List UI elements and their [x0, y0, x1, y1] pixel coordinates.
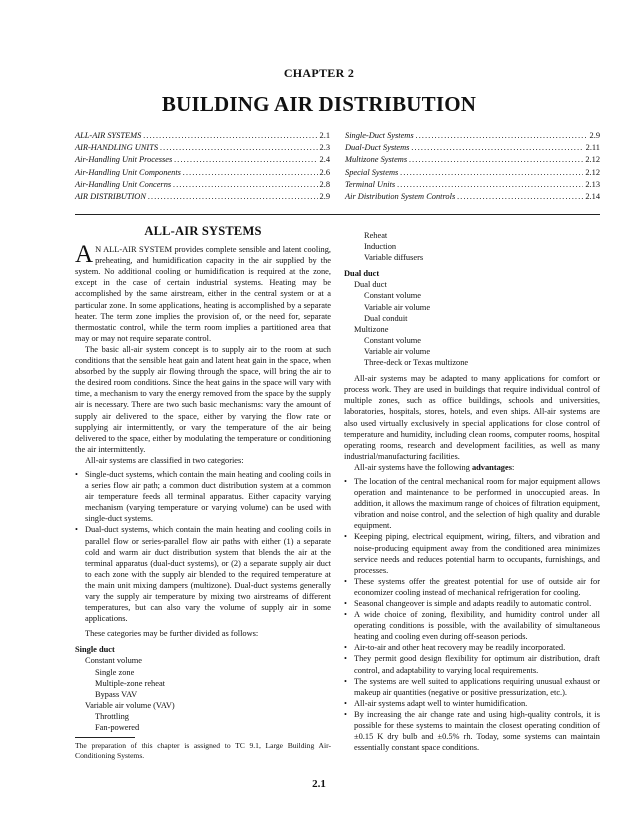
toc-entry [345, 191, 600, 203]
toc-column-right [345, 130, 600, 203]
toc-entry-title: Dual-Duct Systems [345, 143, 410, 153]
list-item: Single zone [95, 667, 135, 677]
list-item: Dual conduit [364, 313, 408, 323]
toc-leader-dots [148, 191, 318, 203]
list-item: Variable diffusers [364, 253, 424, 263]
list-item: • Single-duct systems, which contain the main heating and cooling coils in a series flow air path; a common duct distribution system at a common air temperature feeds all terminal apparatus. Either capacity varying mechanism (varying temperature or varying volume) can be used with single-duct systems. [75, 469, 331, 524]
toc-entry [75, 191, 330, 203]
single-duct-heading: Single duct [75, 645, 115, 655]
toc-entry-title: Air Distribution System Controls [345, 192, 456, 202]
toc-leader-dots [173, 179, 317, 191]
section-heading: ALL-AIR SYSTEMS [144, 224, 262, 238]
dual-duct-heading: Dual duct [344, 269, 380, 279]
advantages-intro [344, 462, 600, 473]
toc-entry-title: Terminal Units [345, 179, 396, 189]
toc-entry [345, 142, 600, 154]
toc-entry-page: 2.3 [319, 143, 330, 153]
toc-entry-page: 2.9 [589, 131, 600, 140]
toc-entry [345, 130, 600, 142]
toc-entry-page: 2.8 [319, 179, 330, 189]
text-column-right [344, 230, 600, 757]
paragraph: All-air systems are classified in two categories: [85, 455, 244, 465]
toc-entry-title: Air-Handling Unit Components [75, 167, 181, 177]
chapter-label: CHAPTER 2 [283, 66, 355, 80]
list-item: • The systems are well suited to applications requiring unusual exhaust or makeup air quantities (negative or positive pressurization, etc.). [344, 676, 600, 698]
advantages-intro-suffix: : [511, 462, 515, 472]
toc-leader-dots [397, 179, 583, 191]
list-item: Constant volume [364, 335, 421, 345]
list-item: Reheat [364, 231, 388, 240]
toc-entry [75, 130, 330, 142]
list-item: • Seasonal changeover is simple and adapts readily to automatic control. [344, 598, 600, 609]
toc-entry-page: 2.12 [585, 155, 600, 165]
list-item: • Dual-duct systems, which contain the main heating and cooling coils in parallel flow or series-parallel flow air paths with either (1) a separate cold and warm air duct distribution system that blends the air at the terminal apparatus (dual-duct systems), or (2) a separate supply air duct to each zone with the supply air blended to the required temperature at the main unit mixing dampers (multizone). Dual-duct systems generally vary the supply air temperature by mixing two airstreams of different temperatures, but can also vary the volume of supply air in some applications. [75, 524, 331, 624]
list-item: Variable air volume (VAV) [85, 700, 175, 710]
toc-entry-title: Air-Handling Unit Processes [75, 155, 173, 165]
advantages-list [344, 476, 600, 753]
paragraph: The basic all-air system concept is to supply air to the room at such conditions that the sensible heat gain and latent heat gain in the space, when absorbed by the supply air flowing through the space, will bring the air to the desired room conditions. Since the heat gains in the space will vary with time, a mechanism to vary the energy removed from the space by the supply air is necessary. There are two such basic mechanisms: vary the amount of supply air delivered to the space, either by varying the flow rate or supplying air intermittently, or vary the temperature of the air being delivered to the space, either by modulating the temperature or conditioning the air intermittently. [75, 344, 331, 454]
list-item: • They permit good design flexibility for optimum air distribution, draft control, and adaptability to varying local requirements. [344, 653, 600, 675]
toc-entry-page: 2.12 [585, 167, 600, 177]
toc-entry-page: 2.14 [585, 192, 600, 202]
toc-leader-dots [160, 142, 317, 154]
advantages-keyword: advantages [471, 462, 512, 472]
toc-entry-title: Air-Handling Unit Concerns [75, 179, 172, 189]
toc-entry-title: Special Systems [345, 167, 399, 177]
footnote-divider [75, 737, 135, 738]
toc-entry-title: ALL-AIR SYSTEMS [75, 131, 142, 140]
list-item: Constant volume [364, 291, 421, 301]
toc-entry [345, 167, 600, 179]
toc-leader-dots [183, 167, 318, 179]
toc-leader-dots [411, 142, 583, 154]
toc-entry-page: 2.4 [319, 155, 330, 165]
toc-entry [75, 154, 330, 166]
list-item: Constant volume [85, 656, 142, 666]
toc-leader-dots [416, 130, 588, 142]
list-item: • Air-to-air and other heat recovery may be readily incorporated. [344, 642, 600, 653]
list-item: • By increasing the air change rate and using high-quality controls, it is possible for these systems to maintain the closest operating condition of ±0.15 K dry bulb and ±0.5% rh. Today, some systems can maintain essentially constant space conditions. [344, 709, 600, 753]
list-item: • All-air systems adapt well to winter humidification. [344, 698, 600, 709]
toc-entry-title: AIR DISTRIBUTION [75, 192, 146, 202]
toc-entry [345, 179, 600, 191]
chapter-title: BUILDING AIR DISTRIBUTION [161, 92, 477, 116]
list-item: Multizone [354, 324, 389, 334]
toc-entry [75, 142, 330, 154]
toc-leader-dots [400, 167, 583, 179]
text-column-left [75, 226, 331, 761]
toc-entry [75, 179, 330, 191]
toc-leader-dots [409, 154, 583, 166]
drop-cap: A [75, 241, 94, 269]
toc-entry-page: 2.11 [585, 143, 600, 153]
footnote: The preparation of this chapter is assigned to TC 9.1, Large Building Air-Conditioning Systems. [75, 741, 331, 761]
list-item: Variable air volume [364, 346, 431, 356]
single-duct-list [75, 655, 331, 733]
list-item: Throttling [95, 711, 129, 721]
list-item: • These systems offer the greatest potential for use of outside air for economizer cooling instead of mechanical refrigeration for cooling. [344, 576, 600, 598]
list-item: Bypass VAV [95, 689, 138, 699]
list-item: Induction [364, 242, 397, 252]
toc-entry-title: AIR-HANDLING UNITS [75, 143, 159, 153]
toc-leader-dots [143, 130, 317, 142]
list-item: Multiple-zone reheat [95, 678, 165, 688]
toc-entry-page: 2.1 [319, 131, 330, 140]
continued-list [344, 230, 600, 263]
paragraph: These categories may be further divided as follows: [85, 629, 259, 639]
table-of-contents [75, 130, 600, 203]
category-bullet-list [75, 469, 331, 624]
list-item: Variable air volume [364, 302, 431, 312]
list-item: Dual duct [354, 280, 387, 290]
dual-duct-list [344, 279, 600, 368]
toc-entry-page: 2.9 [319, 192, 330, 202]
toc-entry [75, 167, 330, 179]
toc-leader-dots [457, 191, 583, 203]
advantages-intro-text: All-air systems have the following [354, 462, 472, 472]
page-number: 2.1 [312, 778, 326, 790]
toc-column-left [75, 130, 330, 203]
list-item: Three-deck or Texas multizone [364, 358, 469, 368]
intro-smallcaps: N ALL-AIR SYSTEM [95, 245, 173, 255]
toc-entry-page: 2.6 [319, 167, 330, 177]
header-divider [75, 214, 600, 215]
paragraph: All-air systems may be adapted to many applications for comfort or process work. They are used in buildings that require individual control of multiple zones, such as office buildings, schools and universities, laboratories, hospitals, stores, hotels, and even ships. All-air systems are also used virtually exclusively in special applications for close control of temperature and humidity, including clean rooms, computer rooms, hospital operating rooms, research and development facilities, as well as many industrial/manufacturing facilities. [344, 374, 600, 461]
toc-entry-page: 2.13 [585, 179, 600, 189]
toc-entry-title: Single-Duct Systems [345, 131, 414, 140]
list-item: • A wide choice of zoning, flexibility, and humidity control under all operating conditions is possible, with the availability of simultaneous heating and cooling even during off-season periods. [344, 609, 600, 642]
list-item: • Keeping piping, electrical equipment, wiring, filters, and vibration and noise-producing equipment away from the conditioned area minimizes service needs and reduces potential harm to occupants, furnishings, and processes. [344, 531, 600, 575]
toc-leader-dots [174, 154, 317, 166]
list-item: Fan-powered [95, 723, 140, 733]
intro-paragraph [75, 241, 331, 344]
intro-text: provides complete sensible and latent cooling, preheating, and humidification capacity in the air supplied by the system. No additional cooling or humidification is required at the zone, except in the case of certain industrial systems. Heating may be accomplished by the same airstream, either in the central system or at a particular zone. In some applications, heating is accomplished by a separate heater. The term zone implies the provision of, or the need for, separate thermostatic control, while the term room implies a partitioned area that may or may not require separate control. [75, 245, 331, 343]
list-item: • The location of the central mechanical room for major equipment allows operation and maintenance to be performed in unoccupied areas. In addition, it allows the maximum range of choices of filtration equipment, vibration and noise control, and the selection of high quality and durable equipment. [344, 476, 600, 531]
toc-entry [345, 154, 600, 166]
toc-entry-title: Multizone Systems [345, 155, 408, 165]
